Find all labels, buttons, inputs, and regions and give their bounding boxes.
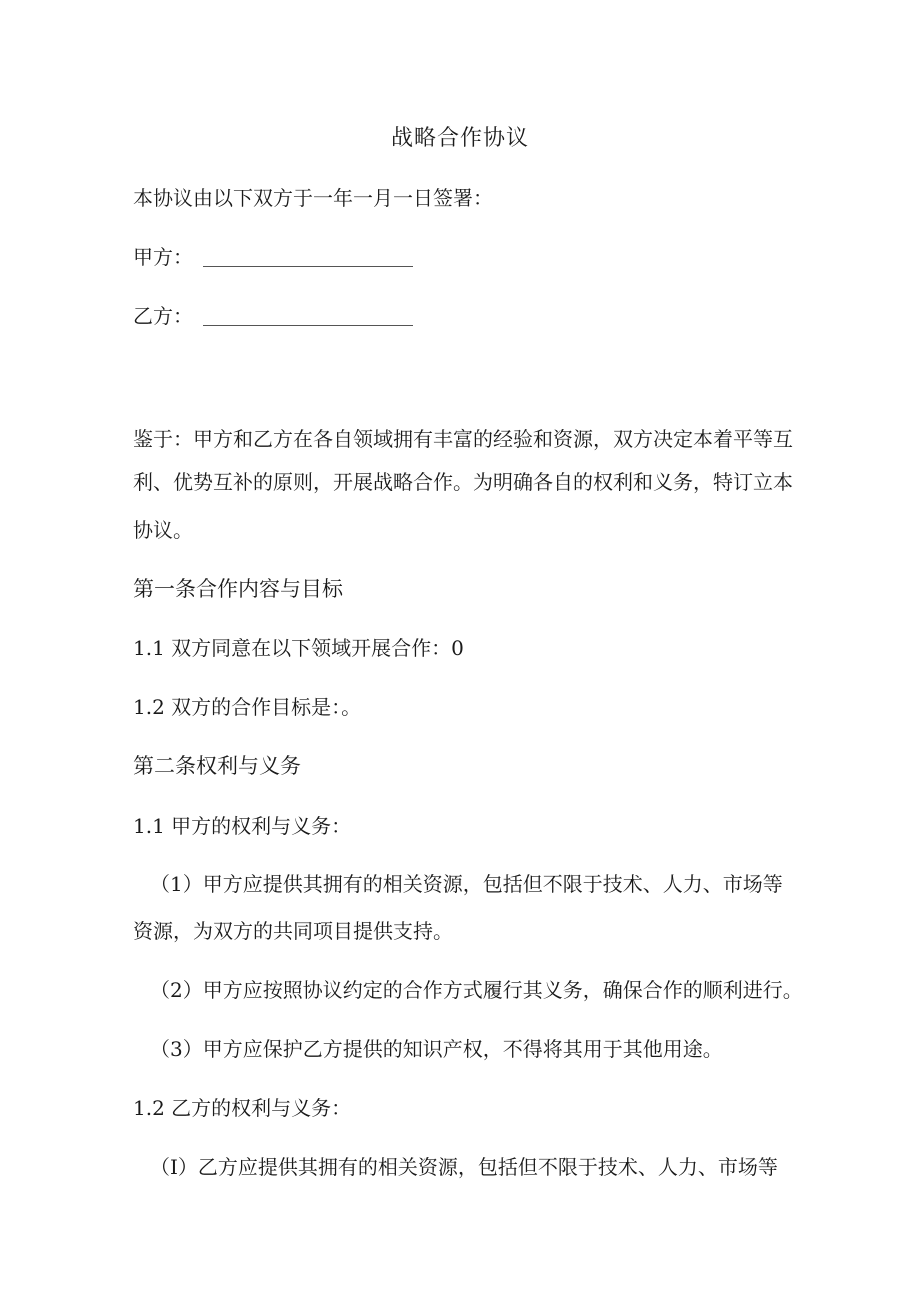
- article-2-heading: 第二条权利与义务: [133, 754, 301, 778]
- article-2-clause-1-1: 1.1 甲方的权利与义务：: [133, 814, 352, 838]
- party-b-blank-line: [203, 324, 413, 326]
- party-a-blank-line: [203, 265, 413, 267]
- article-1-clause-1-1: 1.1 双方同意在以下领域开展合作：0: [133, 636, 464, 660]
- party-a-row: [133, 243, 413, 271]
- whereas-line-2: 利、优势互补的原则，开展战略合作。为明确各自的权利和义务，特订立本: [133, 470, 793, 494]
- party-a-item-1-line-1: （1）甲方应提供其拥有的相关资源，包括但不限于技术、人力、市场等: [150, 872, 783, 896]
- party-b-label: 乙方：: [133, 304, 193, 328]
- article-1-heading: 第一条合作内容与目标: [133, 577, 343, 601]
- article-2-clause-1-2: 1.2 乙方的权利与义务：: [133, 1096, 352, 1120]
- party-b-row: [133, 302, 413, 330]
- party-b-item-1-line-1: （I）乙方应提供其拥有的相关资源，包括但不限于技术、人力、市场等: [150, 1155, 778, 1179]
- article-1-clause-1-2: 1.2 双方的合作目标是：。: [133, 695, 362, 719]
- party-a-item-2: （2）甲方应按照协议约定的合作方式履行其义务，确保合作的顺利进行。: [150, 978, 803, 1002]
- party-a-item-3: （3）甲方应保护乙方提供的知识产权，不得将其用于其他用途。: [150, 1037, 723, 1061]
- party-a-label: 甲方：: [133, 245, 193, 269]
- whereas-line-1: 鉴于：甲方和乙方在各自领域拥有丰富的经验和资源，双方决定本着平等互: [133, 427, 793, 451]
- intro-text: 本协议由以下双方于一年一月一日签署：: [133, 186, 493, 210]
- party-a-item-1-line-2: 资源，为双方的共同项目提供支持。: [133, 919, 453, 943]
- whereas-line-3: 协议。: [133, 518, 193, 542]
- document-title: 战略合作协议: [390, 126, 529, 151]
